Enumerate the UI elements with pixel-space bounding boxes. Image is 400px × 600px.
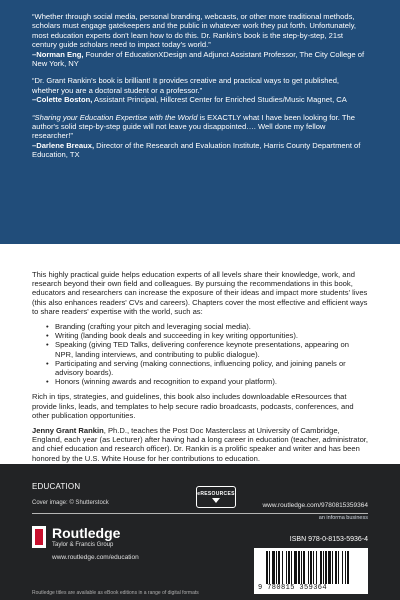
barcode-bars-icon (266, 551, 362, 584)
list-item: • Honors (winning awards and recognition to expand your platform). (46, 377, 368, 386)
barcode-stripe (338, 551, 339, 584)
download-arrow-icon (212, 498, 220, 503)
barcode-stripe (342, 551, 343, 584)
quote-text: “Whether through social media, personal branding, webcasts, or other more traditional methods, scholars must engage gatekeepers and the public in whatever work they put forth. Unfortunately, most education experts don't learn how to do this. Dr. Rankin's book is the step-by-step, 21st century guide scholars need to impact today's world.” (32, 12, 357, 50)
publisher-block (52, 526, 139, 561)
endorsements-panel (0, 0, 400, 244)
publisher-footer (0, 464, 400, 600)
list-item: • Participating and serving (making connections, influencing policy, and joining panels or advisory boards). (46, 359, 368, 377)
barcode-stripe (328, 551, 331, 584)
barcode-stripe (294, 551, 297, 584)
endorsement-quote (32, 113, 368, 160)
book-title-italic: “Sharing your Education Expertise with the World (32, 112, 198, 122)
endorsement-quote (32, 76, 368, 104)
barcode (254, 548, 368, 594)
quote-attribution (32, 50, 368, 69)
barcode-stripe (266, 551, 268, 584)
barcode-stripe (278, 551, 280, 584)
barcode-stripe (332, 551, 333, 584)
barcode-stripe (276, 551, 277, 584)
barcode-stripe (345, 551, 346, 584)
quote-text: “Dr. Grant Rankin's book is brilliant! It provides creative and practical ways to get published, whether you are a doctoral student or a professor.” (32, 76, 340, 95)
author-bio (32, 426, 368, 463)
barcode-stripe (320, 551, 322, 584)
eresources-label: eRESOURCES (197, 491, 235, 497)
barcode-stripe (291, 551, 292, 584)
barcode-stripe (308, 551, 309, 584)
barcode-stripe (310, 551, 312, 584)
barcode-stripe (288, 551, 290, 584)
quote-affiliation: Founder of EducationXDesign and Adjunct Assistant Professor, The City College of New York, NY (32, 49, 365, 69)
list-item: • Speaking (giving TED Talks, delivering conference keynote presentations, appearing on NPR, landing interviews, and contributing to public dialogue). (46, 340, 368, 358)
ebook-footnote: Routledge titles are available as eBook editions in a range of digital formats (32, 590, 199, 596)
topics-list (46, 322, 368, 386)
quote-affiliation: Director of the Research and Evaluation Institute, Harris County Department of Education, TX (32, 140, 361, 160)
barcode-stripe (286, 551, 287, 584)
list-item: • Branding (crafting your pitch and leveraging social media). (46, 322, 368, 331)
barcode-stripe (316, 551, 317, 584)
barcode-stripe (269, 551, 270, 584)
barcode-number: 9 780815 359364 (258, 584, 328, 592)
barcode-stripe (303, 551, 305, 584)
barcode-stripe (272, 551, 275, 584)
quote-text-rest: is EXACTLY what I have been looking for. The author's solid step-by-step guide will not leave you disappointed…. Well done my fellow researcher!” (32, 112, 355, 141)
divider (32, 513, 368, 514)
barcode-stripe (282, 551, 283, 584)
closing-paragraph: Rich in tips, strategies, and guidelines, this book also includes downloadable eResources that provide links, leads, and templates to help secure radio broadcasts, podcasts, conferences, and other publication opportunities. (32, 392, 354, 420)
category-label: EDUCATION (32, 482, 81, 491)
resource-url-link[interactable]: www.routledge.com/9780815359364 (262, 502, 368, 509)
intro-paragraph: This highly practical guide helps education experts of all levels share their knowledge, work, and research beyond their own field and colleagues. By pursuing the recommendations in this book, educators and researchers can increase the exposure of their ideas and impact more students' lives (this also enhances readers' CVs and careers). Chapters cover the most effective and efficient ways to share readers' expertise with the world, such as: (32, 270, 368, 316)
quote-affiliation: Assistant Principal, Hillcrest Center for Enriched Studies/Music Magnet, CA (92, 95, 347, 105)
book-description (0, 244, 400, 463)
list-item: • Writing (landing book deals and succeeding in key writing opportunities). (46, 331, 368, 340)
barcode-stripe (323, 551, 324, 584)
publisher-website-link[interactable]: www.routledge.com/education (52, 554, 139, 561)
quote-author: –Norman Eng, (32, 49, 84, 59)
author-name: Jenny Grant Rankin (32, 426, 104, 436)
barcode-stripe (313, 551, 314, 584)
informa-tagline: an informa business (318, 515, 368, 521)
barcode-stripe (301, 551, 302, 584)
barcode-stripe (335, 551, 337, 584)
author-bio-text: , Ph.D., teaches the Post Doc Masterclass at University of Cambridge, England, each year (as Lecturer) after having had a long career in education (teacher, administrator, and chief education and research officer). Dr. Rankin is a prolific speaker and writer and has been honored by the U.S. White House for her contributions to education. (32, 426, 369, 463)
quote-author: –Darlene Breaux, (32, 140, 95, 150)
publisher-group: Taylor & Francis Group (52, 542, 114, 548)
quote-author: –Colette Boston, (32, 95, 93, 105)
barcode-stripe (347, 551, 349, 584)
cover-image-credit: Cover image: © Shutterstock (32, 500, 109, 506)
isbn-label: ISBN 978-0-8153-5936-4 (289, 536, 368, 543)
quote-attribution (32, 141, 368, 160)
quote-text (32, 113, 368, 141)
routledge-logo-icon (32, 526, 46, 548)
eresources-icon (196, 486, 236, 508)
endorsement-quote (32, 12, 368, 68)
publisher-name: Routledge (52, 525, 121, 541)
quote-attribution (32, 95, 368, 104)
barcode-stripe (325, 551, 327, 584)
barcode-stripe (298, 551, 300, 584)
